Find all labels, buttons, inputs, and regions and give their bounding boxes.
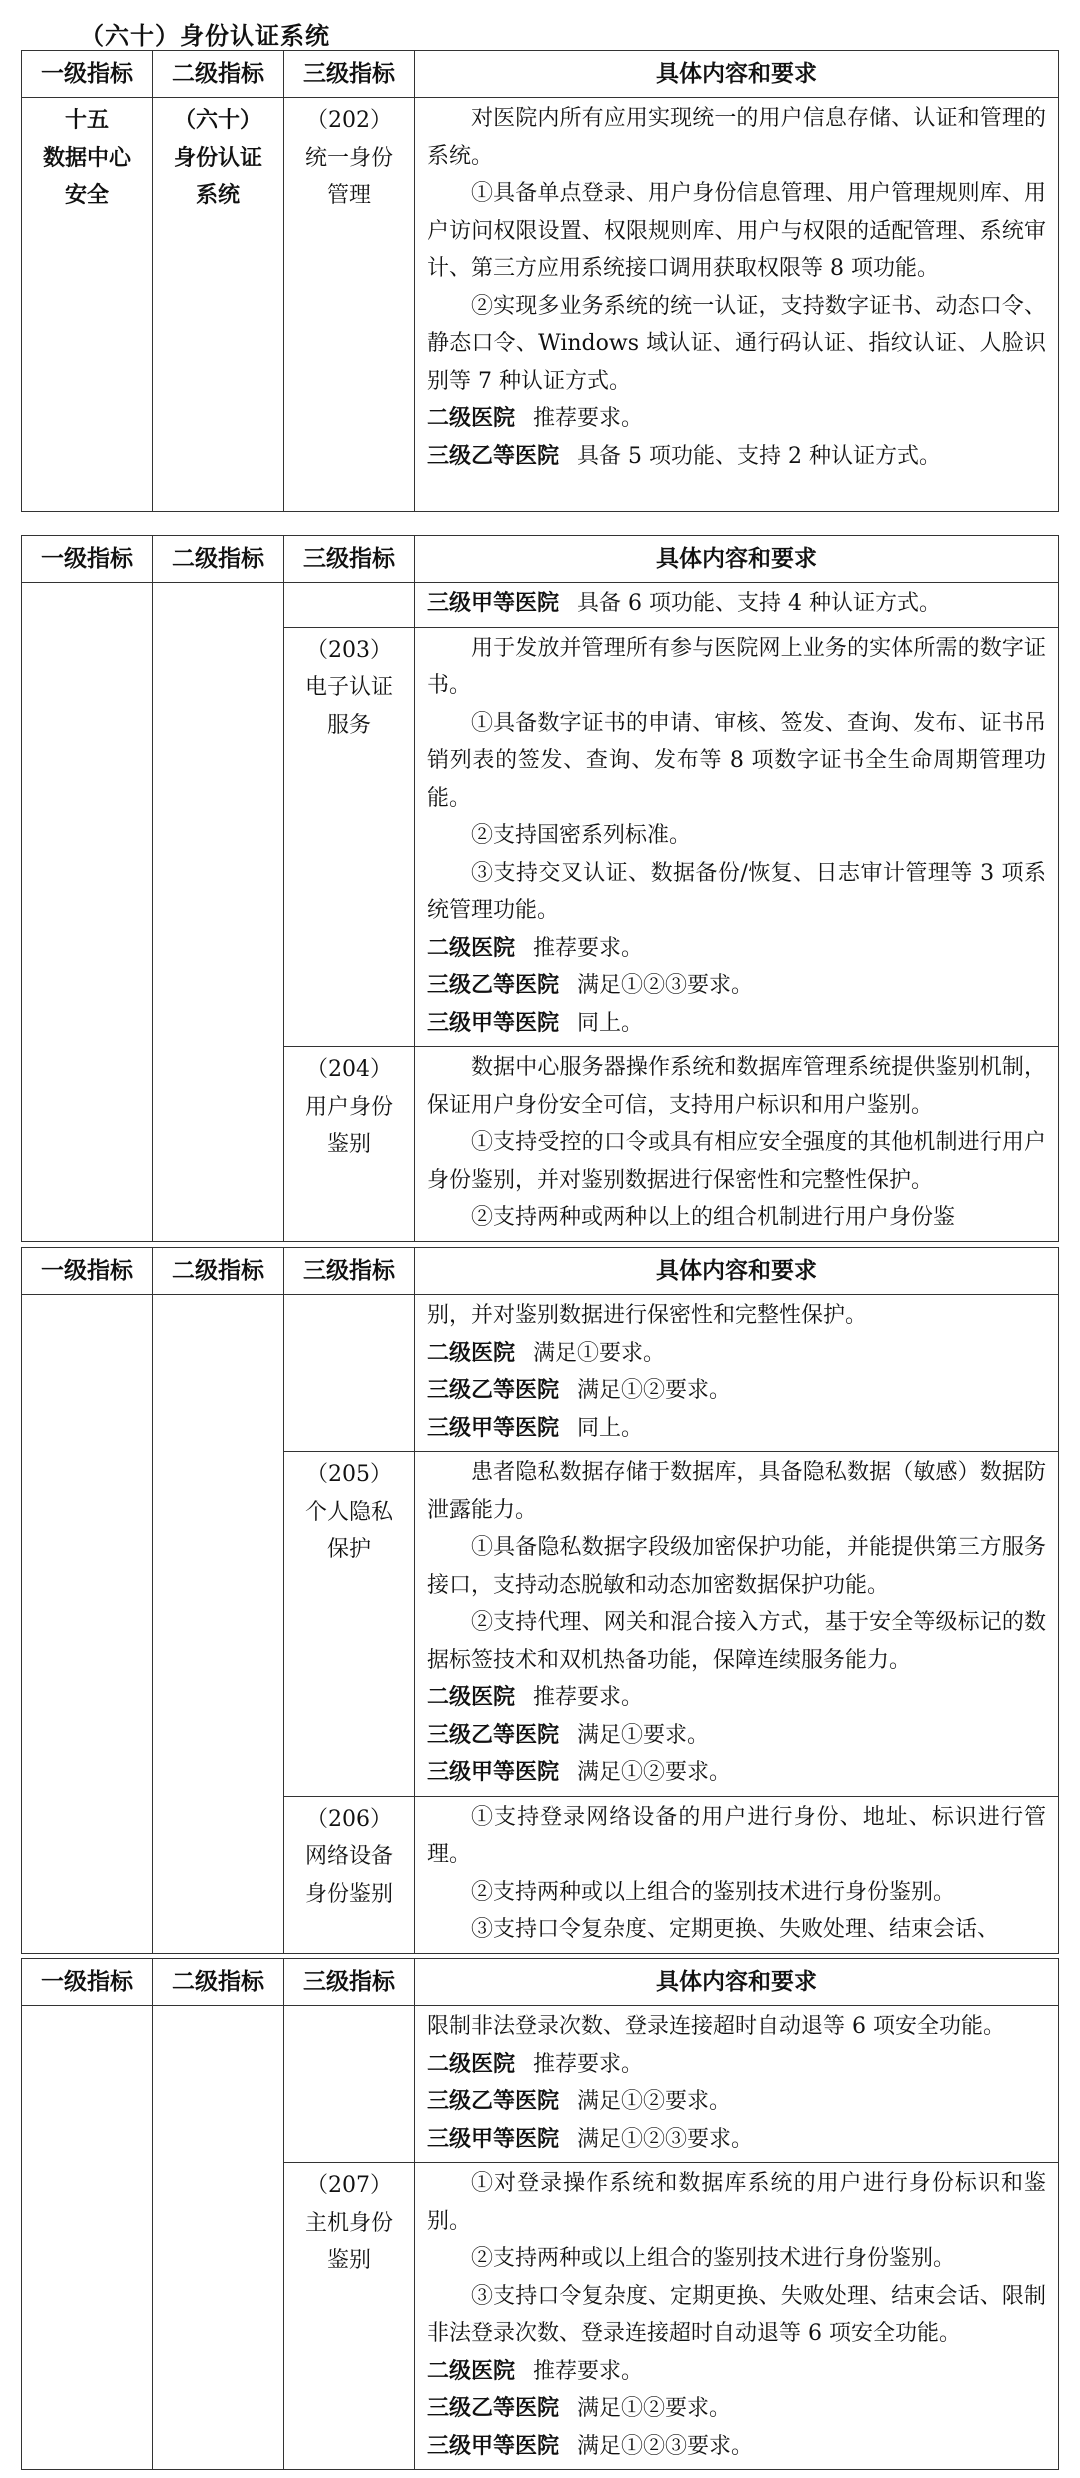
level1-line: 数据中心 [42, 144, 131, 171]
item-206-content [415, 1796, 1059, 1953]
req-text: 满足①②③要求。 [577, 2433, 754, 2459]
level1-line: 十五 [64, 107, 109, 133]
item-point: ③支持交叉认证、数据备份/恢复、日志审计管理等 3 项系统管理功能。 [427, 860, 1046, 923]
item-202-title [284, 98, 415, 512]
item-title-line: 主机身份 [304, 2210, 393, 2236]
req-text: 满足①②要求。 [577, 2089, 732, 2114]
item-point: ①具备数字证书的申请、审核、签发、查询、发布、证书吊销列表的签发、查询、发布等 8 项数字证书全生命周期管理功能。 [427, 710, 1046, 811]
header-level2: 二级指标 [153, 1959, 284, 2006]
level1-line: 安全 [64, 182, 109, 208]
req-label: 三级甲等医院 [427, 2125, 560, 2152]
item-title-line: 保护 [326, 1537, 371, 1562]
item-204-content [415, 1047, 1059, 1242]
item-title-line: 管理 [326, 183, 371, 208]
header-level2: 二级指标 [153, 51, 284, 98]
item-title-line: （203） [306, 637, 392, 663]
header-level1: 一级指标 [22, 51, 153, 98]
req-text: 满足①②要求。 [577, 2396, 732, 2421]
req-label: 三级甲等医院 [427, 2432, 560, 2459]
level2-cell [153, 98, 284, 512]
item-206-title [284, 1796, 415, 1953]
level2-line: 身份认证 [173, 144, 262, 171]
level3-cell-empty [284, 583, 415, 628]
item-point: ②实现多业务系统的统一认证，支持数字证书、动态口令、静态口令、Windows 域认证、通行码认证、指纹认证、人脸识别等 7 种认证方式。 [427, 293, 1046, 394]
table-header-row [22, 536, 1059, 583]
item-point: ③支持口令复杂度、定期更换、失败处理、结束会话、 [471, 1917, 1000, 1942]
req-text: 同上。 [577, 1415, 644, 1441]
req-text: 推荐要求。 [533, 935, 644, 961]
level3-cell-empty [284, 2006, 415, 2163]
req-label: 二级医院 [427, 405, 516, 431]
item-205-title [284, 1452, 415, 1797]
level2-cell-empty [153, 1295, 284, 1954]
item-title-line: 鉴别 [326, 2248, 371, 2273]
item-title-line: 网络设备 [304, 1844, 393, 1869]
item-point: ②支持两种或以上组合的鉴别技术进行身份鉴别。 [471, 2246, 956, 2271]
header-level2: 二级指标 [153, 1248, 284, 1295]
table-part-2 [21, 535, 1059, 1242]
req-text: 同上。 [577, 1010, 644, 1036]
item-point: ①对登录操作系统和数据库系统的用户进行身份标识和鉴别。 [427, 2171, 1046, 2234]
req-text: 满足①②③要求。 [577, 2126, 754, 2152]
item-202-content-cont [415, 583, 1059, 628]
level2-line: （六十） [173, 107, 262, 133]
header-level2: 二级指标 [153, 536, 284, 583]
req-label: 二级医院 [427, 2357, 516, 2384]
item-point: 限制非法登录次数、登录连接超时自动退等 6 项安全功能。 [427, 2014, 1005, 2039]
req-label: 三级乙等医院 [427, 1721, 560, 1748]
item-title-line: （204） [306, 1057, 392, 1082]
header-level1: 一级指标 [22, 1248, 153, 1295]
header-content: 具体内容和要求 [415, 1248, 1059, 1295]
req-label: 三级甲等医院 [427, 590, 560, 616]
level1-cell-empty [22, 2006, 153, 2470]
item-point: 别，并对鉴别数据进行保密性和完整性保护。 [427, 1303, 868, 1328]
item-204-title [284, 1047, 415, 1242]
item-point: ①具备隐私数据字段级加密保护功能，并能提供第三方服务接口，支持动态脱敏和动态加密数据保护功能。 [427, 1535, 1046, 1598]
req-label: 二级医院 [427, 2050, 516, 2077]
item-title-line: （207） [306, 2173, 392, 2198]
level1-cell-empty [22, 583, 153, 1242]
item-title-line: 用户身份 [304, 1094, 393, 1120]
table-part-3 [21, 1247, 1059, 1954]
req-label: 二级医院 [427, 1684, 516, 1710]
table-row [22, 2006, 1059, 2163]
item-title-line: 身份鉴别 [304, 1881, 393, 1907]
req-label: 三级乙等医院 [427, 1377, 560, 1403]
table-row [22, 98, 1059, 512]
item-205-content [415, 1452, 1059, 1797]
item-title-line: 个人隐私 [304, 1499, 393, 1525]
item-intro: 患者隐私数据存储于数据库，具备隐私数据（敏感）数据防泄露能力。 [427, 1460, 1046, 1523]
req-text: 满足①要求。 [577, 1722, 710, 1748]
table-part-4 [21, 1958, 1059, 2470]
item-title-line: （206） [306, 1806, 392, 1832]
table-header-row [22, 51, 1059, 98]
level2-line: 系统 [195, 182, 240, 208]
table-row [22, 583, 1059, 628]
item-point: ②支持两种或以上组合的鉴别技术进行身份鉴别。 [471, 1879, 956, 1905]
item-204-content-cont [415, 1295, 1059, 1452]
req-text: 推荐要求。 [533, 1685, 644, 1710]
req-label: 三级乙等医院 [427, 442, 560, 469]
table-header-row [22, 1248, 1059, 1295]
req-text: 推荐要求。 [533, 2358, 644, 2384]
item-intro: 对医院内所有应用实现统一的用户信息存储、认证和管理的系统。 [427, 106, 1046, 169]
item-title-line: （202） [306, 108, 392, 133]
header-level1: 一级指标 [22, 536, 153, 583]
level3-cell-empty [284, 1295, 415, 1452]
item-title-line: 统一身份 [304, 145, 393, 171]
req-text: 满足①②要求。 [577, 1760, 732, 1785]
item-title-line: 电子认证 [304, 675, 393, 700]
header-level3: 三级指标 [284, 536, 415, 583]
item-title-line: 服务 [326, 712, 371, 738]
req-text: 满足①要求。 [533, 1340, 666, 1366]
header-level1: 一级指标 [22, 1959, 153, 2006]
level1-cell-empty [22, 1295, 153, 1954]
req-text: 满足①②③要求。 [577, 973, 754, 998]
req-text: 满足①②要求。 [577, 1378, 732, 1403]
req-text: 具备 6 项功能、支持 4 种认证方式。 [577, 591, 941, 616]
req-label: 二级医院 [427, 934, 516, 961]
item-203-content [415, 627, 1059, 1047]
item-point: ①支持受控的口令或具有相应安全强度的其他机制进行用户身份鉴别，并对鉴别数据进行保密性和完整性保护。 [427, 1130, 1046, 1193]
level2-cell-empty [153, 583, 284, 1242]
req-label: 三级甲等医院 [427, 1414, 560, 1441]
header-content: 具体内容和要求 [415, 536, 1059, 583]
item-intro: 用于发放并管理所有参与医院网上业务的实体所需的数字证书。 [427, 635, 1046, 698]
req-label: 二级医院 [427, 1339, 516, 1366]
item-point: ①具备单点登录、用户身份信息管理、用户管理规则库、用户访问权限设置、权限规则库、用户与权限的适配管理、系统审计、第三方应用系统接口调用获取权限等 8 项功能。 [427, 181, 1046, 281]
item-207-content [415, 2163, 1059, 2470]
item-intro: 数据中心服务器操作系统和数据库管理系统提供鉴别机制，保证用户身份安全可信，支持用户标识和用户鉴别。 [427, 1055, 1046, 1118]
header-level3: 三级指标 [284, 1959, 415, 2006]
item-title-line: （205） [306, 1462, 392, 1487]
req-label: 三级甲等医院 [427, 1009, 560, 1036]
item-point: ②支持国密系列标准。 [471, 823, 692, 848]
item-207-title [284, 2163, 415, 2470]
req-text: 具备 5 项功能、支持 2 种认证方式。 [577, 443, 941, 469]
header-content: 具体内容和要求 [415, 51, 1059, 98]
table-header-row [22, 1959, 1059, 2006]
level2-cell-empty [153, 2006, 284, 2470]
item-point: ②支持代理、网关和混合接入方式，基于安全等级标记的数据标签技术和双机热备功能，保障连续服务能力。 [427, 1610, 1046, 1673]
item-203-title [284, 627, 415, 1047]
item-202-content [415, 98, 1059, 512]
req-label: 三级乙等医院 [427, 972, 560, 998]
item-point: ①支持登录网络设备的用户进行身份、地址、标识进行管理。 [427, 1804, 1046, 1867]
header-content: 具体内容和要求 [415, 1959, 1059, 2006]
table-part-1 [21, 50, 1059, 512]
table-row [22, 1295, 1059, 1452]
item-point: ②支持两种或两种以上的组合机制进行用户身份鉴 [471, 1205, 956, 1230]
req-label: 三级乙等医院 [427, 2395, 560, 2421]
section-title: （六十）身份认证系统 [80, 21, 330, 50]
req-label: 三级甲等医院 [427, 1759, 560, 1785]
item-title-line: 鉴别 [326, 1132, 371, 1157]
req-text: 推荐要求。 [533, 406, 644, 431]
header-level3: 三级指标 [284, 1248, 415, 1295]
header-level3: 三级指标 [284, 51, 415, 98]
item-206-content-cont [415, 2006, 1059, 2163]
item-point: ③支持口令复杂度、定期更换、失败处理、结束会话、限制非法登录次数、登录连接超时自动退等 6 项安全功能。 [427, 2283, 1046, 2346]
req-text: 推荐要求。 [533, 2051, 644, 2077]
req-label: 三级乙等医院 [427, 2088, 560, 2114]
level1-cell [22, 98, 153, 512]
